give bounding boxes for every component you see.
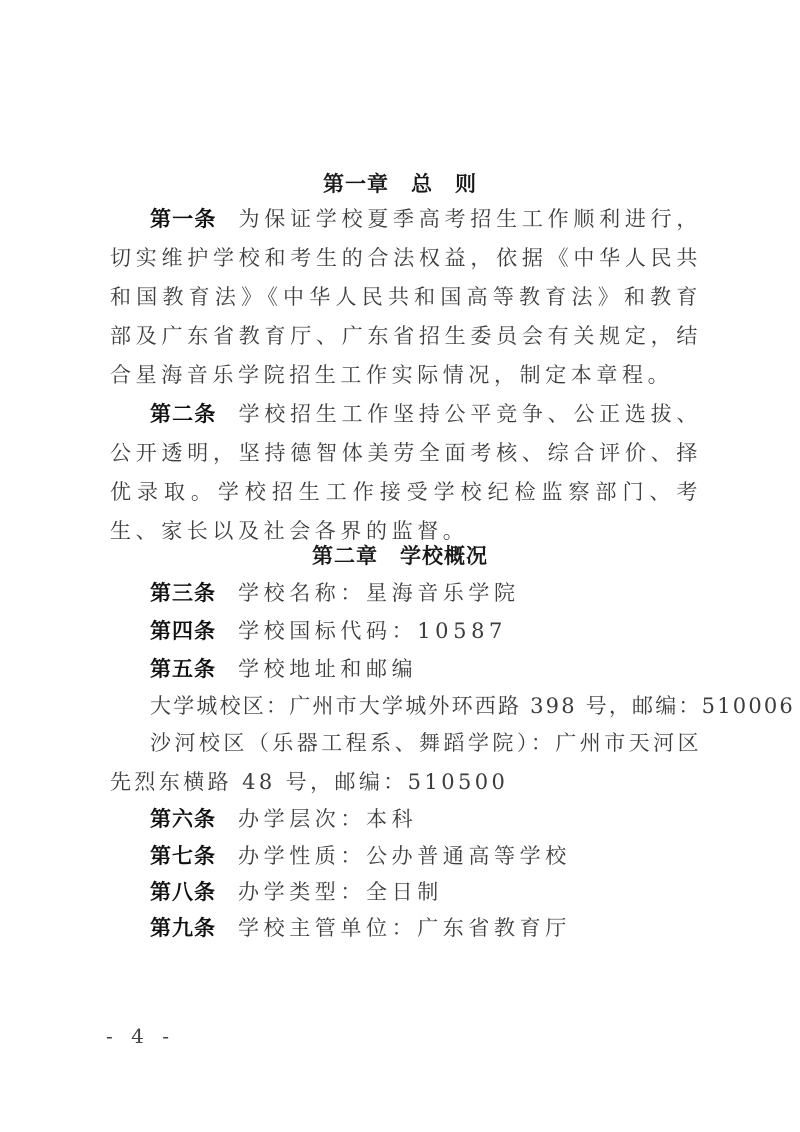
article-7-label: 第七条 <box>150 844 216 868</box>
article-5 <box>150 650 417 689</box>
article-2 <box>110 395 702 551</box>
chapter-2-title: 学校概况 <box>400 544 488 568</box>
article-5-text: 学校地址和邮编 <box>238 657 418 681</box>
chapter-2-heading <box>0 540 800 570</box>
article-7 <box>150 837 571 876</box>
article-9-text: 学校主管单位：广东省教育厅 <box>238 916 571 940</box>
chapter-1-title: 总 则 <box>411 172 477 196</box>
article-4-text: 学校国标代码：10587 <box>238 619 508 643</box>
article-8-text: 办学类型：全日制 <box>238 880 443 904</box>
article-1-text: 为保证学校夏季高考招生工作顺利进行，切实维护学校和考生的合法权益，依据《中华人民共和国教育法》《中华人民共和国高等教育法》和教育部及广东省教育厅、广东省招生委员会有关规定，结合星海音乐学院招生工作实际情况，制定本章程。 <box>110 207 702 387</box>
article-5-label: 第五条 <box>150 657 216 681</box>
article-2-text: 学校招生工作坚持公平竞争、公正选拔、公开透明，坚持德智体美劳全面考核、综合评价、择优录取。学校招生工作接受学校纪检监察部门、考生、家长以及社会各界的监督。 <box>110 402 702 543</box>
article-2-label: 第二条 <box>150 402 217 426</box>
article-3-label: 第三条 <box>150 581 216 605</box>
article-9-label: 第九条 <box>150 916 216 940</box>
page-number: - 4 - <box>106 1024 175 1048</box>
article-4 <box>150 612 507 651</box>
chapter-1-number: 第一章 <box>323 172 389 196</box>
article-8-label: 第八条 <box>150 880 216 904</box>
article-1 <box>110 200 702 395</box>
article-6-text: 办学层次：本科 <box>238 807 418 831</box>
article-1-label: 第一条 <box>150 207 217 231</box>
article-6-label: 第六条 <box>150 807 216 831</box>
article-9 <box>150 909 571 948</box>
campus-shahe: 沙河校区（乐器工程系、舞蹈学院）：广州市天河区先烈东横路 48 号，邮编：510500 <box>110 731 702 794</box>
campus-daxuecheng: 大学城校区：广州市大学城外环西路 398 号，邮编：510006 <box>150 694 795 718</box>
chapter-2-number: 第二章 <box>312 544 378 568</box>
article-7-text: 办学性质：公办普通高等学校 <box>238 844 571 868</box>
article-6 <box>150 800 417 839</box>
article-4-label: 第四条 <box>150 619 216 643</box>
chapter-1-heading <box>0 168 800 198</box>
article-8 <box>150 873 443 912</box>
article-3-text: 学校名称：星海音乐学院 <box>238 581 520 605</box>
article-3 <box>150 574 520 613</box>
